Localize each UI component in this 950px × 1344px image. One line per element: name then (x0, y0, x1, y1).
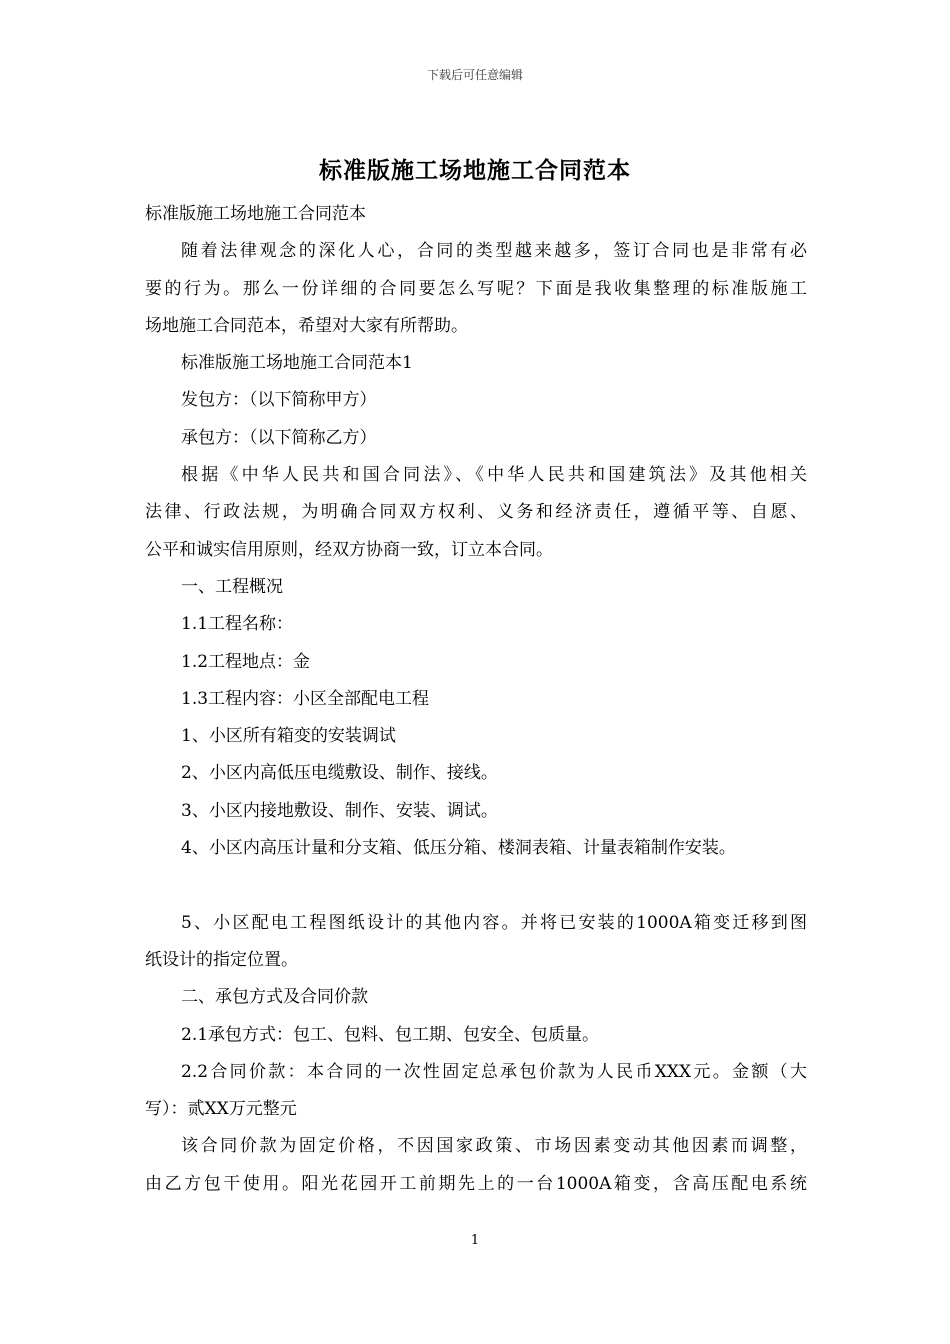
body-line-project-location: 1.2工程地点：金 (181, 651, 311, 672)
section-heading-overview: 一、工程概况 (181, 576, 283, 597)
body-line-intro-2: 要的行为。那么一份详细的合同要怎么写呢？下面是我收集整理的标准版施工 (145, 278, 807, 299)
list-item-5-line-2: 纸设计的指定位置。 (145, 949, 298, 970)
document-title: 标准版施工场地施工合同范本 (319, 157, 631, 184)
body-line-intro-3: 场地施工合同范本，希望对大家有所帮助。 (145, 315, 468, 336)
body-line-basis-2: 法律、行政法规，为明确合同双方权利、义务和经济责任，遵循平等、自愿、 (145, 502, 807, 523)
list-item-1: 1、小区所有箱变的安装调试 (181, 726, 396, 747)
list-item-2: 2、小区内高低压电缆敷设、制作、接线。 (181, 763, 498, 784)
body-line-project-content: 1.3工程内容：小区全部配电工程 (181, 688, 430, 709)
body-line-contract-price-2: 写）：贰XX万元整元 (145, 1099, 297, 1120)
body-line-party-b: 承包方：（以下简称乙方） (181, 427, 377, 448)
header-note: 下载后可任意编辑 (426, 68, 523, 82)
body-line-project-name: 1.1工程名称： (181, 614, 294, 635)
body-line-basis-3: 公平和诚实信用原则，经双方协商一致，订立本合同。 (145, 539, 553, 560)
list-item-5-line-1: 5、小区配电工程图纸设计的其他内容。并将已安装的1000A箱变迁移到图 (181, 912, 807, 933)
body-line-fixed-price-1: 该合同价款为固定价格，不因国家政策、市场因素变动其他因素而调整， (181, 1136, 807, 1157)
list-item-3: 3、小区内接地敷设、制作、安装、调试。 (181, 800, 498, 821)
page-number: 1 (470, 1233, 480, 1248)
body-line-intro-1: 随着法律观念的深化人心，合同的类型越来越多，签订合同也是非常有必 (181, 241, 807, 262)
section-heading-contracting: 二、承包方式及合同价款 (181, 987, 368, 1008)
body-line-contract-method: 2.1承包方式：包工、包料、包工期、包安全、包质量。 (181, 1024, 600, 1045)
document-body (145, 196, 807, 1203)
body-line-basis-1: 根据《中华人民共和国合同法》、《中华人民共和国建筑法》及其他相关 (181, 465, 807, 486)
body-line-fixed-price-2: 由乙方包干使用。阳光花园开工前期先上的一台1000A箱变，含高压配电系统 (145, 1173, 807, 1194)
body-line-contract-heading: 标准版施工场地施工合同范本1 (181, 353, 413, 374)
list-item-4: 4、小区内高压计量和分支箱、低压分箱、楼洞表箱、计量表箱制作安装。 (181, 838, 736, 859)
body-line-contract-price-1: 2.2合同价款：本合同的一次性固定总承包价款为人民币XXX元。金额（大 (181, 1061, 807, 1082)
blank-line (145, 867, 807, 904)
body-line-subtitle: 标准版施工场地施工合同范本 (145, 204, 366, 224)
body-line-party-a: 发包方：（以下简称甲方） (181, 390, 377, 411)
